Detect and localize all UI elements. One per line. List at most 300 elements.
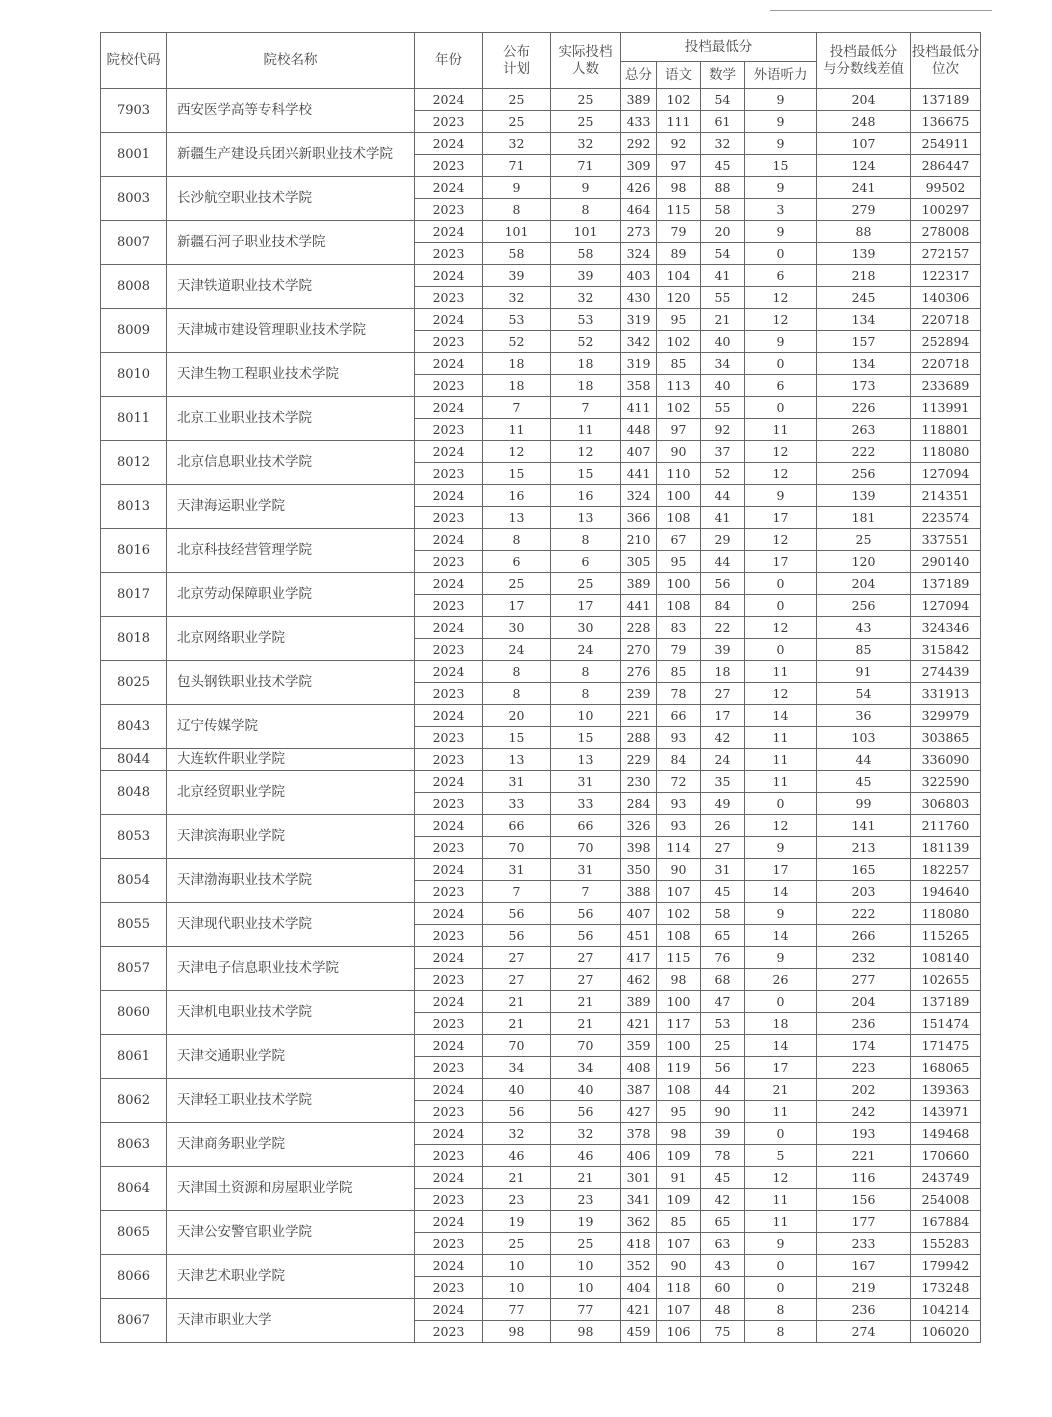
cell-foreign: 17 <box>745 1057 817 1079</box>
cell-actual: 13 <box>551 507 621 529</box>
cell-foreign: 12 <box>745 309 817 331</box>
cell-year: 2023 <box>415 595 483 617</box>
cell-rank: 254008 <box>911 1189 981 1211</box>
cell-year: 2024 <box>415 705 483 727</box>
header-code: 院校代码 <box>101 33 167 89</box>
school-code: 8054 <box>101 859 167 903</box>
cell-math: 45 <box>701 881 745 903</box>
cell-math: 55 <box>701 397 745 419</box>
school-name: 天津生物工程职业技术学院 <box>167 353 415 397</box>
cell-plan: 8 <box>483 661 551 683</box>
cell-total: 403 <box>621 265 657 287</box>
cell-foreign: 14 <box>745 925 817 947</box>
cell-chinese: 78 <box>657 683 701 705</box>
cell-math: 18 <box>701 661 745 683</box>
cell-year: 2023 <box>415 793 483 815</box>
cell-math: 78 <box>701 1145 745 1167</box>
cell-rank: 149468 <box>911 1123 981 1145</box>
cell-diff: 242 <box>817 1101 911 1123</box>
cell-foreign: 0 <box>745 1277 817 1299</box>
school-name: 北京工业职业技术学院 <box>167 397 415 441</box>
table-row <box>101 177 981 199</box>
cell-chinese: 109 <box>657 1189 701 1211</box>
cell-year: 2024 <box>415 947 483 969</box>
school-name: 天津城市建设管理职业技术学院 <box>167 309 415 353</box>
table-row <box>101 89 981 111</box>
cell-total: 284 <box>621 793 657 815</box>
cell-actual: 12 <box>551 441 621 463</box>
school-code: 8009 <box>101 309 167 353</box>
cell-diff: 44 <box>817 749 911 771</box>
cell-math: 39 <box>701 1123 745 1145</box>
table-row <box>101 309 981 331</box>
school-name: 新疆生产建设兵团兴新职业技术学院 <box>167 133 415 177</box>
cell-total: 406 <box>621 1145 657 1167</box>
cell-total: 462 <box>621 969 657 991</box>
school-code: 8025 <box>101 661 167 705</box>
cell-year: 2023 <box>415 749 483 771</box>
school-name: 天津铁道职业技术学院 <box>167 265 415 309</box>
school-name: 天津公安警官职业学院 <box>167 1211 415 1255</box>
cell-foreign: 12 <box>745 815 817 837</box>
cell-plan: 20 <box>483 705 551 727</box>
cell-diff: 36 <box>817 705 911 727</box>
cell-rank: 306803 <box>911 793 981 815</box>
cell-math: 45 <box>701 1167 745 1189</box>
cell-foreign: 9 <box>745 89 817 111</box>
cell-plan: 7 <box>483 397 551 419</box>
cell-plan: 15 <box>483 463 551 485</box>
cell-year: 2024 <box>415 1211 483 1233</box>
school-code: 8062 <box>101 1079 167 1123</box>
cell-foreign: 12 <box>745 463 817 485</box>
cell-chinese: 120 <box>657 287 701 309</box>
cell-math: 92 <box>701 419 745 441</box>
table-row <box>101 705 981 727</box>
cell-math: 27 <box>701 683 745 705</box>
cell-year: 2024 <box>415 133 483 155</box>
cell-total: 411 <box>621 397 657 419</box>
cell-actual: 39 <box>551 265 621 287</box>
cell-rank: 181139 <box>911 837 981 859</box>
cell-total: 358 <box>621 375 657 397</box>
school-code: 8003 <box>101 177 167 221</box>
cell-rank: 137189 <box>911 991 981 1013</box>
cell-foreign: 0 <box>745 1255 817 1277</box>
cell-chinese: 90 <box>657 441 701 463</box>
cell-plan: 21 <box>483 991 551 1013</box>
admission-table-container <box>100 32 980 1343</box>
header-total: 总分 <box>621 62 657 89</box>
cell-year: 2024 <box>415 661 483 683</box>
cell-chinese: 107 <box>657 1299 701 1321</box>
table-row <box>101 485 981 507</box>
header-foreign: 外语听力 <box>745 62 817 89</box>
cell-total: 309 <box>621 155 657 177</box>
cell-plan: 13 <box>483 507 551 529</box>
cell-diff: 124 <box>817 155 911 177</box>
cell-actual: 15 <box>551 463 621 485</box>
school-code: 8018 <box>101 617 167 661</box>
cell-actual: 70 <box>551 837 621 859</box>
cell-math: 84 <box>701 595 745 617</box>
cell-total: 408 <box>621 1057 657 1079</box>
cell-chinese: 85 <box>657 353 701 375</box>
cell-math: 55 <box>701 287 745 309</box>
cell-total: 433 <box>621 111 657 133</box>
cell-plan: 77 <box>483 1299 551 1321</box>
cell-rank: 127094 <box>911 463 981 485</box>
cell-chinese: 104 <box>657 265 701 287</box>
cell-foreign: 12 <box>745 617 817 639</box>
cell-math: 42 <box>701 727 745 749</box>
cell-plan: 31 <box>483 859 551 881</box>
cell-total: 441 <box>621 463 657 485</box>
cell-foreign: 11 <box>745 1189 817 1211</box>
cell-math: 27 <box>701 837 745 859</box>
cell-math: 29 <box>701 529 745 551</box>
cell-foreign: 18 <box>745 1013 817 1035</box>
table-row <box>101 529 981 551</box>
table-row <box>101 1035 981 1057</box>
cell-chinese: 85 <box>657 661 701 683</box>
cell-chinese: 110 <box>657 463 701 485</box>
school-code: 8064 <box>101 1167 167 1211</box>
cell-rank: 278008 <box>911 221 981 243</box>
cell-foreign: 12 <box>745 529 817 551</box>
cell-year: 2023 <box>415 551 483 573</box>
school-code: 8012 <box>101 441 167 485</box>
cell-plan: 70 <box>483 837 551 859</box>
table-header <box>101 33 981 89</box>
cell-chinese: 98 <box>657 1123 701 1145</box>
cell-year: 2024 <box>415 89 483 111</box>
school-name: 新疆石河子职业技术学院 <box>167 221 415 265</box>
cell-year: 2023 <box>415 419 483 441</box>
cell-diff: 88 <box>817 221 911 243</box>
cell-total: 341 <box>621 1189 657 1211</box>
cell-rank: 171475 <box>911 1035 981 1057</box>
cell-plan: 10 <box>483 1277 551 1299</box>
cell-year: 2024 <box>415 221 483 243</box>
cell-diff: 222 <box>817 441 911 463</box>
cell-actual: 31 <box>551 771 621 793</box>
cell-foreign: 26 <box>745 969 817 991</box>
cell-plan: 11 <box>483 419 551 441</box>
cell-plan: 13 <box>483 749 551 771</box>
cell-year: 2023 <box>415 639 483 661</box>
admission-score-table <box>100 32 981 1343</box>
school-name: 天津国土资源和房屋职业学院 <box>167 1167 415 1211</box>
cell-plan: 18 <box>483 353 551 375</box>
cell-year: 2023 <box>415 1277 483 1299</box>
cell-plan: 56 <box>483 903 551 925</box>
cell-actual: 21 <box>551 1167 621 1189</box>
table-row <box>101 771 981 793</box>
cell-rank: 113991 <box>911 397 981 419</box>
cell-foreign: 8 <box>745 1299 817 1321</box>
cell-actual: 32 <box>551 1123 621 1145</box>
cell-actual: 10 <box>551 705 621 727</box>
table-row <box>101 617 981 639</box>
cell-total: 228 <box>621 617 657 639</box>
cell-math: 65 <box>701 925 745 947</box>
cell-rank: 115265 <box>911 925 981 947</box>
cell-year: 2023 <box>415 1233 483 1255</box>
table-row <box>101 1123 981 1145</box>
cell-foreign: 11 <box>745 661 817 683</box>
cell-actual: 40 <box>551 1079 621 1101</box>
cell-math: 24 <box>701 749 745 771</box>
cell-total: 421 <box>621 1299 657 1321</box>
cell-year: 2024 <box>415 903 483 925</box>
cell-diff: 233 <box>817 1233 911 1255</box>
cell-diff: 177 <box>817 1211 911 1233</box>
cell-chinese: 98 <box>657 177 701 199</box>
cell-foreign: 0 <box>745 639 817 661</box>
cell-actual: 56 <box>551 1101 621 1123</box>
cell-actual: 25 <box>551 111 621 133</box>
table-row <box>101 749 981 771</box>
cell-year: 2024 <box>415 441 483 463</box>
cell-diff: 134 <box>817 309 911 331</box>
cell-total: 273 <box>621 221 657 243</box>
cell-actual: 8 <box>551 199 621 221</box>
cell-foreign: 0 <box>745 595 817 617</box>
header-actual: 实际投档 人数 <box>551 33 621 89</box>
cell-actual: 46 <box>551 1145 621 1167</box>
cell-plan: 32 <box>483 1123 551 1145</box>
cell-plan: 71 <box>483 155 551 177</box>
cell-chinese: 100 <box>657 991 701 1013</box>
cell-plan: 10 <box>483 1255 551 1277</box>
table-row <box>101 1299 981 1321</box>
cell-rank: 220718 <box>911 353 981 375</box>
cell-plan: 46 <box>483 1145 551 1167</box>
cell-foreign: 8 <box>745 1321 817 1343</box>
cell-total: 398 <box>621 837 657 859</box>
cell-rank: 243749 <box>911 1167 981 1189</box>
cell-actual: 66 <box>551 815 621 837</box>
cell-chinese: 93 <box>657 815 701 837</box>
cell-foreign: 5 <box>745 1145 817 1167</box>
cell-foreign: 11 <box>745 419 817 441</box>
cell-actual: 27 <box>551 947 621 969</box>
cell-year: 2023 <box>415 155 483 177</box>
cell-rank: 108140 <box>911 947 981 969</box>
cell-plan: 40 <box>483 1079 551 1101</box>
cell-foreign: 12 <box>745 441 817 463</box>
school-name: 北京劳动保障职业学院 <box>167 573 415 617</box>
cell-math: 21 <box>701 309 745 331</box>
cell-chinese: 97 <box>657 419 701 441</box>
cell-actual: 25 <box>551 1233 621 1255</box>
cell-diff: 156 <box>817 1189 911 1211</box>
cell-diff: 232 <box>817 947 911 969</box>
cell-total: 230 <box>621 771 657 793</box>
cell-plan: 27 <box>483 947 551 969</box>
cell-actual: 31 <box>551 859 621 881</box>
cell-diff: 157 <box>817 331 911 353</box>
cell-year: 2023 <box>415 199 483 221</box>
cell-rank: 143971 <box>911 1101 981 1123</box>
cell-total: 292 <box>621 133 657 155</box>
cell-chinese: 102 <box>657 89 701 111</box>
cell-rank: 252894 <box>911 331 981 353</box>
cell-chinese: 100 <box>657 573 701 595</box>
cell-rank: 331913 <box>911 683 981 705</box>
cell-actual: 6 <box>551 551 621 573</box>
cell-total: 387 <box>621 1079 657 1101</box>
cell-math: 40 <box>701 331 745 353</box>
cell-plan: 8 <box>483 529 551 551</box>
school-code: 8067 <box>101 1299 167 1343</box>
cell-foreign: 11 <box>745 727 817 749</box>
cell-chinese: 108 <box>657 925 701 947</box>
cell-actual: 9 <box>551 177 621 199</box>
cell-total: 389 <box>621 89 657 111</box>
cell-chinese: 85 <box>657 1211 701 1233</box>
cell-plan: 9 <box>483 177 551 199</box>
cell-diff: 241 <box>817 177 911 199</box>
cell-foreign: 9 <box>745 221 817 243</box>
cell-actual: 32 <box>551 287 621 309</box>
cell-year: 2023 <box>415 463 483 485</box>
cell-foreign: 9 <box>745 903 817 925</box>
school-name: 北京科技经营管理学院 <box>167 529 415 573</box>
cell-foreign: 14 <box>745 705 817 727</box>
cell-math: 54 <box>701 243 745 265</box>
cell-actual: 30 <box>551 617 621 639</box>
cell-rank: 254911 <box>911 133 981 155</box>
header-math: 数学 <box>701 62 745 89</box>
cell-rank: 104214 <box>911 1299 981 1321</box>
cell-actual: 13 <box>551 749 621 771</box>
cell-plan: 24 <box>483 639 551 661</box>
cell-year: 2023 <box>415 1013 483 1035</box>
cell-year: 2024 <box>415 1299 483 1321</box>
cell-diff: 141 <box>817 815 911 837</box>
cell-diff: 139 <box>817 243 911 265</box>
school-name: 长沙航空职业技术学院 <box>167 177 415 221</box>
cell-math: 65 <box>701 1211 745 1233</box>
cell-total: 301 <box>621 1167 657 1189</box>
cell-rank: 168065 <box>911 1057 981 1079</box>
table-row <box>101 265 981 287</box>
cell-year: 2023 <box>415 1189 483 1211</box>
school-code: 8057 <box>101 947 167 991</box>
cell-foreign: 11 <box>745 1101 817 1123</box>
cell-total: 210 <box>621 529 657 551</box>
cell-total: 366 <box>621 507 657 529</box>
cell-plan: 31 <box>483 771 551 793</box>
cell-year: 2024 <box>415 397 483 419</box>
cell-math: 22 <box>701 617 745 639</box>
cell-math: 44 <box>701 1079 745 1101</box>
cell-chinese: 93 <box>657 727 701 749</box>
cell-diff: 248 <box>817 111 911 133</box>
cell-year: 2023 <box>415 111 483 133</box>
cell-diff: 213 <box>817 837 911 859</box>
cell-diff: 203 <box>817 881 911 903</box>
cell-diff: 245 <box>817 287 911 309</box>
cell-math: 76 <box>701 947 745 969</box>
cell-math: 44 <box>701 551 745 573</box>
cell-diff: 85 <box>817 639 911 661</box>
cell-rank: 127094 <box>911 595 981 617</box>
school-code: 8010 <box>101 353 167 397</box>
cell-actual: 11 <box>551 419 621 441</box>
cell-diff: 222 <box>817 903 911 925</box>
cell-plan: 8 <box>483 683 551 705</box>
cell-math: 17 <box>701 705 745 727</box>
cell-foreign: 9 <box>745 331 817 353</box>
school-name: 西安医学高等专科学校 <box>167 89 415 133</box>
cell-chinese: 107 <box>657 1233 701 1255</box>
cell-plan: 25 <box>483 89 551 111</box>
cell-year: 2024 <box>415 617 483 639</box>
cell-plan: 25 <box>483 111 551 133</box>
table-row <box>101 1211 981 1233</box>
cell-foreign: 11 <box>745 771 817 793</box>
cell-total: 407 <box>621 441 657 463</box>
cell-foreign: 0 <box>745 397 817 419</box>
school-code: 8013 <box>101 485 167 529</box>
table-row <box>101 947 981 969</box>
school-code: 8007 <box>101 221 167 265</box>
cell-chinese: 108 <box>657 507 701 529</box>
cell-math: 34 <box>701 353 745 375</box>
cell-year: 2023 <box>415 1321 483 1343</box>
cell-plan: 7 <box>483 881 551 903</box>
cell-diff: 134 <box>817 353 911 375</box>
cell-rank: 223574 <box>911 507 981 529</box>
cell-diff: 218 <box>817 265 911 287</box>
cell-total: 362 <box>621 1211 657 1233</box>
cell-total: 239 <box>621 683 657 705</box>
school-name: 天津渤海职业技术学院 <box>167 859 415 903</box>
cell-foreign: 9 <box>745 111 817 133</box>
cell-math: 75 <box>701 1321 745 1343</box>
cell-actual: 24 <box>551 639 621 661</box>
table-row <box>101 1079 981 1101</box>
cell-chinese: 108 <box>657 595 701 617</box>
cell-chinese: 83 <box>657 617 701 639</box>
cell-plan: 15 <box>483 727 551 749</box>
cell-diff: 103 <box>817 727 911 749</box>
cell-rank: 139363 <box>911 1079 981 1101</box>
cell-actual: 25 <box>551 89 621 111</box>
cell-math: 58 <box>701 199 745 221</box>
cell-total: 229 <box>621 749 657 771</box>
cell-actual: 27 <box>551 969 621 991</box>
cell-rank: 324346 <box>911 617 981 639</box>
cell-rank: 272157 <box>911 243 981 265</box>
cell-rank: 118080 <box>911 441 981 463</box>
table-row <box>101 397 981 419</box>
school-code: 8017 <box>101 573 167 617</box>
cell-diff: 107 <box>817 133 911 155</box>
cell-total: 459 <box>621 1321 657 1343</box>
cell-foreign: 9 <box>745 177 817 199</box>
cell-diff: 223 <box>817 1057 911 1079</box>
cell-year: 2024 <box>415 485 483 507</box>
cell-diff: 256 <box>817 463 911 485</box>
cell-plan: 6 <box>483 551 551 573</box>
header-year: 年份 <box>415 33 483 89</box>
cell-actual: 10 <box>551 1255 621 1277</box>
school-name: 天津市职业大学 <box>167 1299 415 1343</box>
